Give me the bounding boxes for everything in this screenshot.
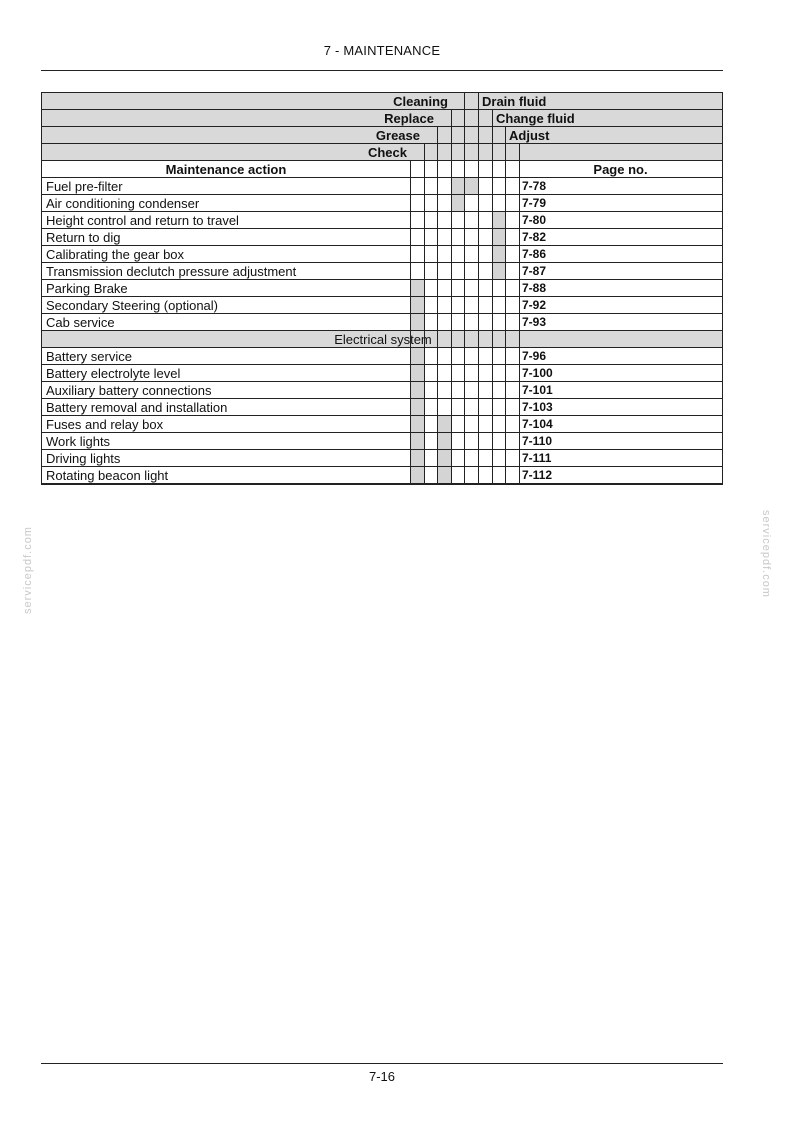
shaded-cell [438, 467, 451, 483]
row-divider [42, 313, 722, 314]
shaded-cell [493, 246, 505, 262]
page-number: 7-16 [368, 1069, 396, 1084]
table-row-label: Air conditioning condenser [46, 196, 200, 211]
column-header-page: Page no. [593, 162, 648, 177]
page-header-title: 7 - MAINTENANCE [323, 43, 441, 58]
shaded-cell [411, 365, 424, 381]
row-divider [42, 347, 722, 348]
header-rule [41, 70, 723, 71]
table-row-page: 7-101 [522, 383, 553, 397]
column-divider [505, 127, 506, 484]
shaded-cell [493, 229, 505, 245]
table-row-label: Work lights [46, 434, 111, 449]
row-divider [42, 177, 722, 178]
shaded-cell [411, 450, 424, 466]
table-row-page: 7-87 [522, 264, 547, 278]
shaded-cell [452, 195, 464, 211]
table-row-label: Calibrating the gear box [46, 247, 185, 262]
header-cleaning: Cleaning [393, 94, 448, 109]
column-divider [492, 110, 493, 484]
shaded-cell [411, 382, 424, 398]
header-check: Check [367, 145, 407, 160]
table-row-label: Rotating beacon light [46, 468, 169, 483]
table-row-page: 7-79 [522, 196, 547, 210]
header-adjust: Adjust [509, 128, 550, 143]
shaded-cell [411, 348, 424, 364]
table-row-page: 7-93 [522, 315, 547, 329]
shaded-cell [493, 263, 505, 279]
shaded-cell [465, 178, 478, 194]
table-row-label: Battery service [46, 349, 132, 364]
row-divider [42, 228, 722, 229]
table-row-label: Driving lights [46, 451, 121, 466]
watermark-right: servicepdf.com [760, 510, 772, 598]
table-row-page: 7-110 [522, 434, 553, 448]
watermark-left: servicepdf.com [22, 526, 34, 614]
header-change-fluid: Change fluid [496, 111, 575, 126]
shaded-cell [411, 416, 424, 432]
row-divider [42, 466, 722, 467]
table-row-label: Parking Brake [46, 281, 128, 296]
section-label: Electrical system [334, 332, 432, 347]
table-row-page: 7-82 [522, 230, 547, 244]
table-row-page: 7-78 [522, 179, 547, 193]
header-drain-fluid: Drain fluid [482, 94, 547, 109]
row-divider [42, 296, 722, 297]
shaded-cell [411, 280, 424, 296]
shaded-cell [452, 178, 464, 194]
table-row-page: 7-96 [522, 349, 547, 363]
row-divider [42, 398, 722, 399]
row-divider [42, 245, 722, 246]
shaded-cell [438, 433, 451, 449]
shaded-cell [438, 450, 451, 466]
table-row-page: 7-92 [522, 298, 547, 312]
shaded-cell [411, 399, 424, 415]
footer-rule [41, 1063, 723, 1064]
header-replace: Replace [384, 111, 434, 126]
maintenance-table [41, 92, 723, 485]
shaded-cell [438, 416, 451, 432]
table-row-page: 7-103 [522, 400, 553, 414]
column-divider [451, 110, 452, 484]
table-row-label: Cab service [46, 315, 115, 330]
column-header-action: Maintenance action [165, 162, 287, 177]
table-row-page: 7-80 [522, 213, 547, 227]
row-divider [42, 364, 722, 365]
row-divider [42, 330, 722, 331]
column-divider [464, 93, 465, 484]
row-divider [42, 415, 722, 416]
table-row-label: Return to dig [46, 230, 121, 245]
table-row-label: Fuel pre-filter [46, 179, 123, 194]
table-row-page: 7-112 [522, 468, 553, 482]
table-row-label: Height control and return to travel [46, 213, 239, 228]
table-row-page: 7-104 [522, 417, 553, 431]
table-row-page: 7-88 [522, 281, 547, 295]
table-row-page: 7-100 [522, 366, 553, 380]
row-divider [42, 262, 722, 263]
shaded-cell [411, 433, 424, 449]
column-divider [478, 93, 479, 484]
table-row-label: Transmission declutch pressure adjustment [46, 264, 297, 279]
shaded-cell [493, 212, 505, 228]
column-divider [437, 127, 438, 484]
row-divider [42, 381, 722, 382]
table-row-label: Fuses and relay box [46, 417, 164, 432]
column-divider [410, 161, 411, 484]
row-divider [42, 279, 722, 280]
table-row-label: Secondary Steering (optional) [46, 298, 218, 313]
row-divider [42, 449, 722, 450]
table-row-page: 7-86 [522, 247, 547, 261]
shaded-cell [411, 314, 424, 330]
table-row-label: Battery electrolyte level [46, 366, 181, 381]
row-divider [42, 194, 722, 195]
shaded-cell [411, 467, 424, 483]
shaded-cell [411, 297, 424, 313]
table-row-label: Auxiliary battery connections [46, 383, 212, 398]
table-row-label: Battery removal and installation [46, 400, 228, 415]
column-divider [424, 144, 425, 484]
header-grease: Grease [375, 128, 420, 143]
column-divider [519, 144, 520, 484]
row-divider [42, 432, 722, 433]
table-row-page: 7-111 [522, 451, 552, 465]
row-divider [42, 211, 722, 212]
row-divider [42, 483, 722, 484]
